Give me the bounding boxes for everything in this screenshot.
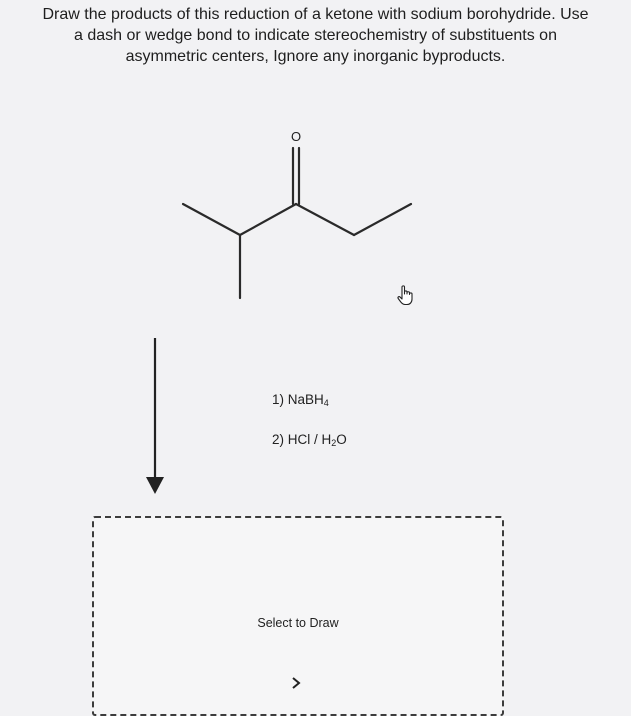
bond-carbonyl-ch2 [296, 204, 354, 235]
reagent-step-1 [272, 390, 347, 410]
chevron-down-icon[interactable] [291, 676, 305, 690]
hand-pointer-icon [396, 283, 418, 307]
reagent-step-2-text: 2) HCl / H [272, 432, 332, 447]
question-line-3: asymmetric centers, Ignore any inorganic byproducts. [125, 48, 506, 65]
bond-ch-carbonyl [240, 204, 296, 235]
reagents [272, 390, 347, 450]
reagent-step-2 [272, 430, 347, 450]
oxygen-label: O [290, 129, 302, 144]
bond-ch2-ch3 [354, 204, 411, 235]
select-to-draw-label: Select to Draw [257, 616, 339, 630]
bond-methyl-left [183, 204, 240, 235]
reagent-step-1-subscript: 4 [323, 398, 329, 408]
question-line-2: a dash or wedge bond to indicate stereochemistry of substituents on [74, 27, 557, 44]
reaction-arrow-icon [140, 330, 170, 500]
drawing-canvas[interactable] [92, 516, 504, 716]
reagent-step-2-suffix: O [336, 432, 347, 447]
ketone-structure [0, 0, 631, 320]
question-line-1: Draw the products of this reduction of a ketone with sodium borohydride. Use [42, 6, 589, 23]
reagent-step-1-text: 1) NaBH [272, 392, 324, 407]
reagent-step-2-subscript: 2 [331, 438, 337, 448]
